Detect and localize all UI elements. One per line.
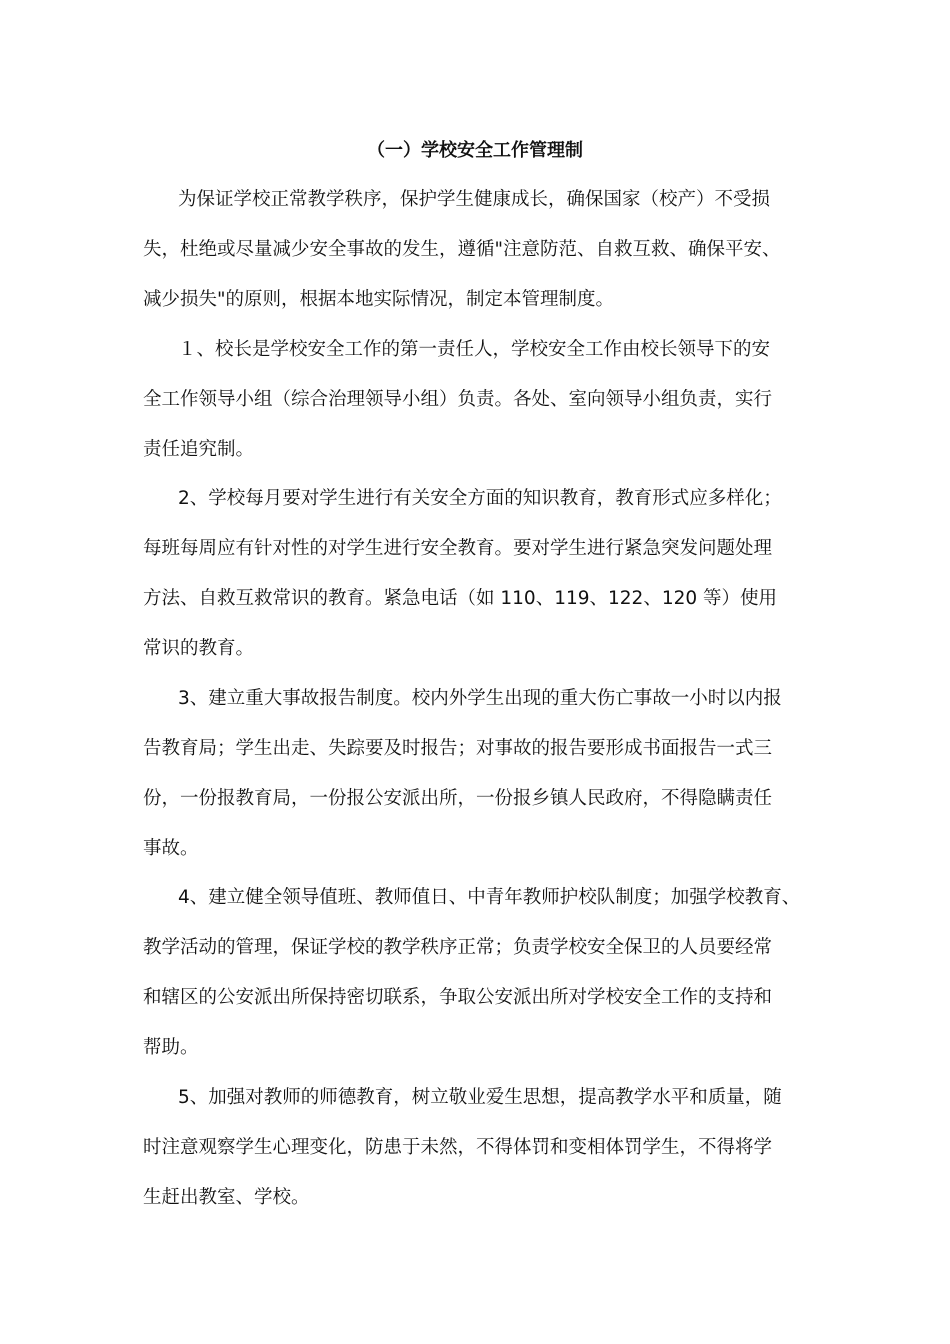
- paragraph-2-line-2: 每班每周应有针对性的对学生进行安全教育。要对学生进行紧急突发问题处理: [143, 538, 773, 559]
- paragraph-2-line-3: 方法、自救互救常识的教育。紧急电话（如 110、119、122、120 等）使用: [143, 588, 778, 609]
- paragraph-3-line-1: 3、建立重大事故报告制度。校内外学生出现的重大伤亡事故一小时以内报: [178, 688, 782, 709]
- paragraph-1-line-1: １、校长是学校安全工作的第一责任人，学校安全工作由校长领导下的安: [178, 339, 771, 360]
- paragraph-1-line-2: 全工作领导小组（综合治理领导小组）负责。各处、室向领导小组负责，实行: [143, 389, 773, 410]
- paragraph-5-line-2: 时注意观察学生心理变化，防患于未然，不得体罚和变相体罚学生，不得将学: [143, 1137, 773, 1158]
- paragraph-4-line-2: 教学活动的管理，保证学校的教学秩序正常；负责学校安全保卫的人员要经常: [143, 937, 773, 958]
- paragraph-3-line-4: 事故。: [143, 838, 199, 859]
- paragraph-intro-line-1: 为保证学校正常教学秩序，保护学生健康成长，确保国家（校产）不受损: [178, 189, 771, 210]
- paragraph-4-line-3: 和辖区的公安派出所保持密切联系，争取公安派出所对学校安全工作的支持和: [143, 987, 773, 1008]
- paragraph-3-line-3: 份，一份报教育局，一份报公安派出所，一份报乡镇人民政府，不得隐瞒责任: [143, 788, 773, 809]
- paragraph-intro-line-2: 失，杜绝或尽量减少安全事故的发生，遵循"注意防范、自救互救、确保平安、: [143, 239, 781, 260]
- paragraph-5-line-3: 生赶出教室、学校。: [143, 1187, 310, 1208]
- document-title: （一）学校安全工作管理制: [367, 140, 583, 161]
- paragraph-4-line-4: 帮助。: [143, 1037, 199, 1058]
- paragraph-intro-line-3: 减少损失"的原则，根据本地实际情况，制定本管理制度。: [143, 289, 615, 310]
- paragraph-2-line-4: 常识的教育。: [143, 638, 255, 659]
- paragraph-5-line-1: 5、加强对教师的师德教育，树立敬业爱生思想，提高教学水平和质量，随: [178, 1087, 782, 1108]
- paragraph-2-line-1: 2、学校每月要对学生进行有关安全方面的知识教育，教育形式应多样化；: [178, 488, 782, 509]
- paragraph-4-line-1: 4、建立健全领导值班、教师值日、中青年教师护校队制度；加强学校教育、: [178, 887, 801, 908]
- paragraph-3-line-2: 告教育局；学生出走、失踪要及时报告；对事故的报告要形成书面报告一式三: [143, 738, 773, 759]
- paragraph-1-line-3: 责任追究制。: [143, 439, 255, 460]
